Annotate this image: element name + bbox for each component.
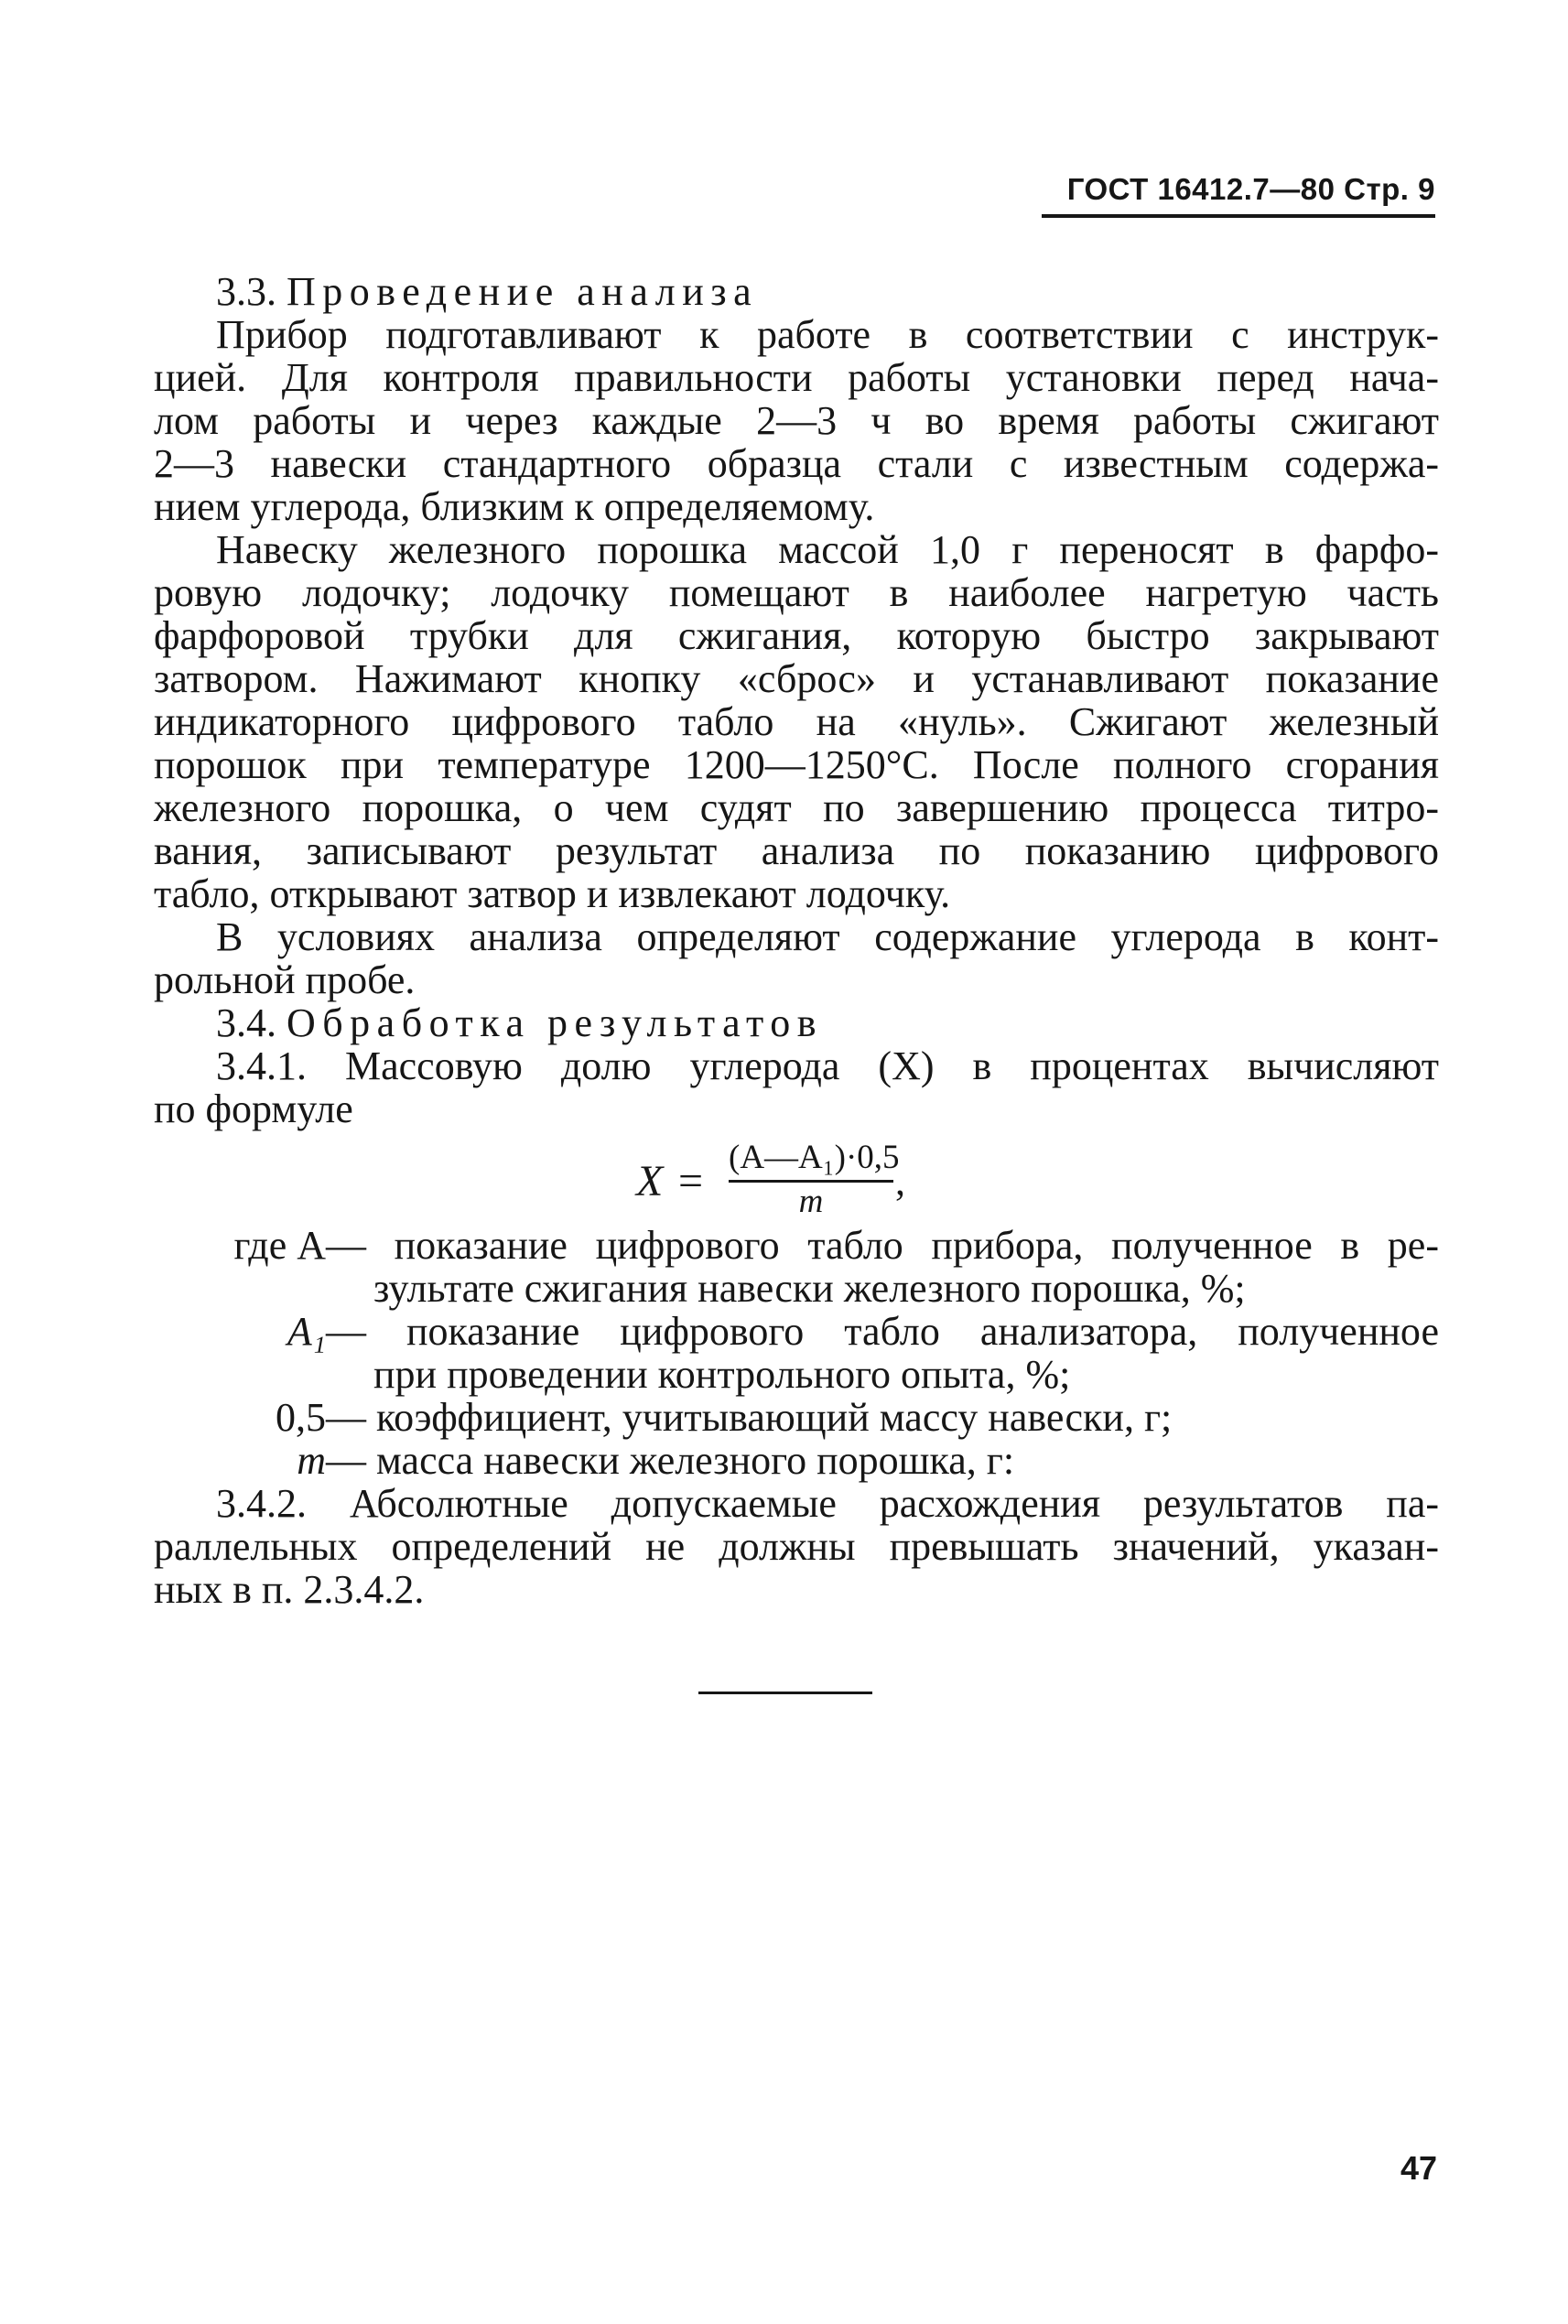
formula-lhs: X [636,1157,664,1205]
text-line: затвором. Нажимают кнопку «сброс» и устанавливают показание [154,656,1439,701]
text-line: Навеску железного порошка массой 1,0 г переносят в фарфо- [216,527,1439,572]
text-line: табло, открывают затвор и извлекают лодочку. [154,871,951,916]
where-item-a [154,1224,1439,1310]
page-header [1042,172,1435,218]
paragraph-3-4-2 [154,1482,1439,1611]
paragraph-control-sample [154,915,1439,1001]
where-symbol: A₁ [287,1309,326,1354]
text-line: Прибор подготавливают к работе в соответствии с инструк- [216,312,1439,357]
where-description [326,1224,1439,1310]
formula-numerator: (A—A₁)·0,5 [729,1140,893,1183]
formula-fraction [729,1139,900,1221]
text-line: вания, записывают результат анализа по показанию цифрового [154,828,1439,873]
where-description [326,1439,1439,1482]
formula-denominator: m [798,1183,824,1220]
where-description [326,1396,1439,1439]
formula-trailing-comma: , [895,1159,905,1204]
text-line: при проведении контрольного опыта, %; [373,1352,1071,1397]
text-line: нием углерода, близким к определяемому. [154,484,875,529]
where-symbol: m [297,1438,326,1483]
text-line: порошок при температуре 1200—1250°С. После полного сгорания [154,742,1439,787]
text-line: по формуле [154,1086,353,1131]
text-line: лом работы и через каждые 2—3 ч во время работы сжигают [154,398,1439,443]
heading-number: 3.3. [216,269,276,314]
where-item-m [154,1439,1439,1482]
paragraph-3-4-1 [154,1044,1439,1130]
text-line: железного порошка, о чем судят по завершению процесса титро- [154,785,1439,830]
formula [154,1140,1439,1224]
page-label: Стр. 9 [1344,172,1435,206]
paragraph-combustion-procedure [154,528,1439,915]
section-heading-3-4 [154,1001,1439,1044]
heading-title: Обработка результатов [287,1000,823,1045]
where-description [326,1310,1439,1396]
heading-number: 3.4. [216,1000,276,1045]
standard-designation: ГОСТ 16412.7—80 [1066,172,1336,206]
text-line: 3.4.1. Массовую долю углерода (X) в процентах вычисляют [216,1043,1439,1088]
paragraph-instrument-preparation [154,313,1439,528]
text-line: зультате сжигания навески железного порошка, %; [373,1266,1246,1311]
text-line: В условиях анализа определяют содержание углерода в конт- [216,914,1439,959]
page-number: 47 [1400,2149,1437,2187]
text-line: — показание цифрового табло прибора, полученное в ре- [326,1223,1439,1268]
text-line: индикаторного цифрового табло на «нуль». Сжигают железный [154,699,1439,744]
text-line: 2—3 навески стандартного образца стали с известным содержа- [154,441,1439,486]
heading-title: Проведение анализа [287,269,759,314]
text-line: ных в п. 2.3.4.2. [154,1567,425,1612]
text-line: — масса навески железного порошка, г: [326,1438,1015,1483]
text-line: ровую лодочку; лодочку помещают в наиболее нагретую часть [154,570,1439,615]
text-line: 3.4.2. Абсолютные допускаемые расхождения результатов па- [216,1481,1439,1526]
section-heading-3-3 [154,270,1439,313]
formula-equals: = [678,1157,704,1205]
text-line: фарфоровой трубки для сжигания, которую быстро закрывают [154,613,1439,658]
text-line: цией. Для контроля правильности работы установки перед нача- [154,355,1439,400]
text-line: раллельных определений не должны превышать значений, указан- [154,1524,1439,1569]
where-item-a1 [154,1310,1439,1396]
text-line: рольной пробе. [154,957,416,1002]
section-end-rule [698,1692,872,1694]
where-symbol: 0,5 [276,1395,326,1440]
where-item-coefficient [154,1396,1439,1439]
document-body [154,270,1439,1611]
text-line: — показание цифрового табло анализатора, полученное [326,1309,1439,1354]
text-line: — коэффициент, учитывающий массу навески, г; [326,1395,1173,1440]
where-symbol: где A [233,1223,326,1268]
